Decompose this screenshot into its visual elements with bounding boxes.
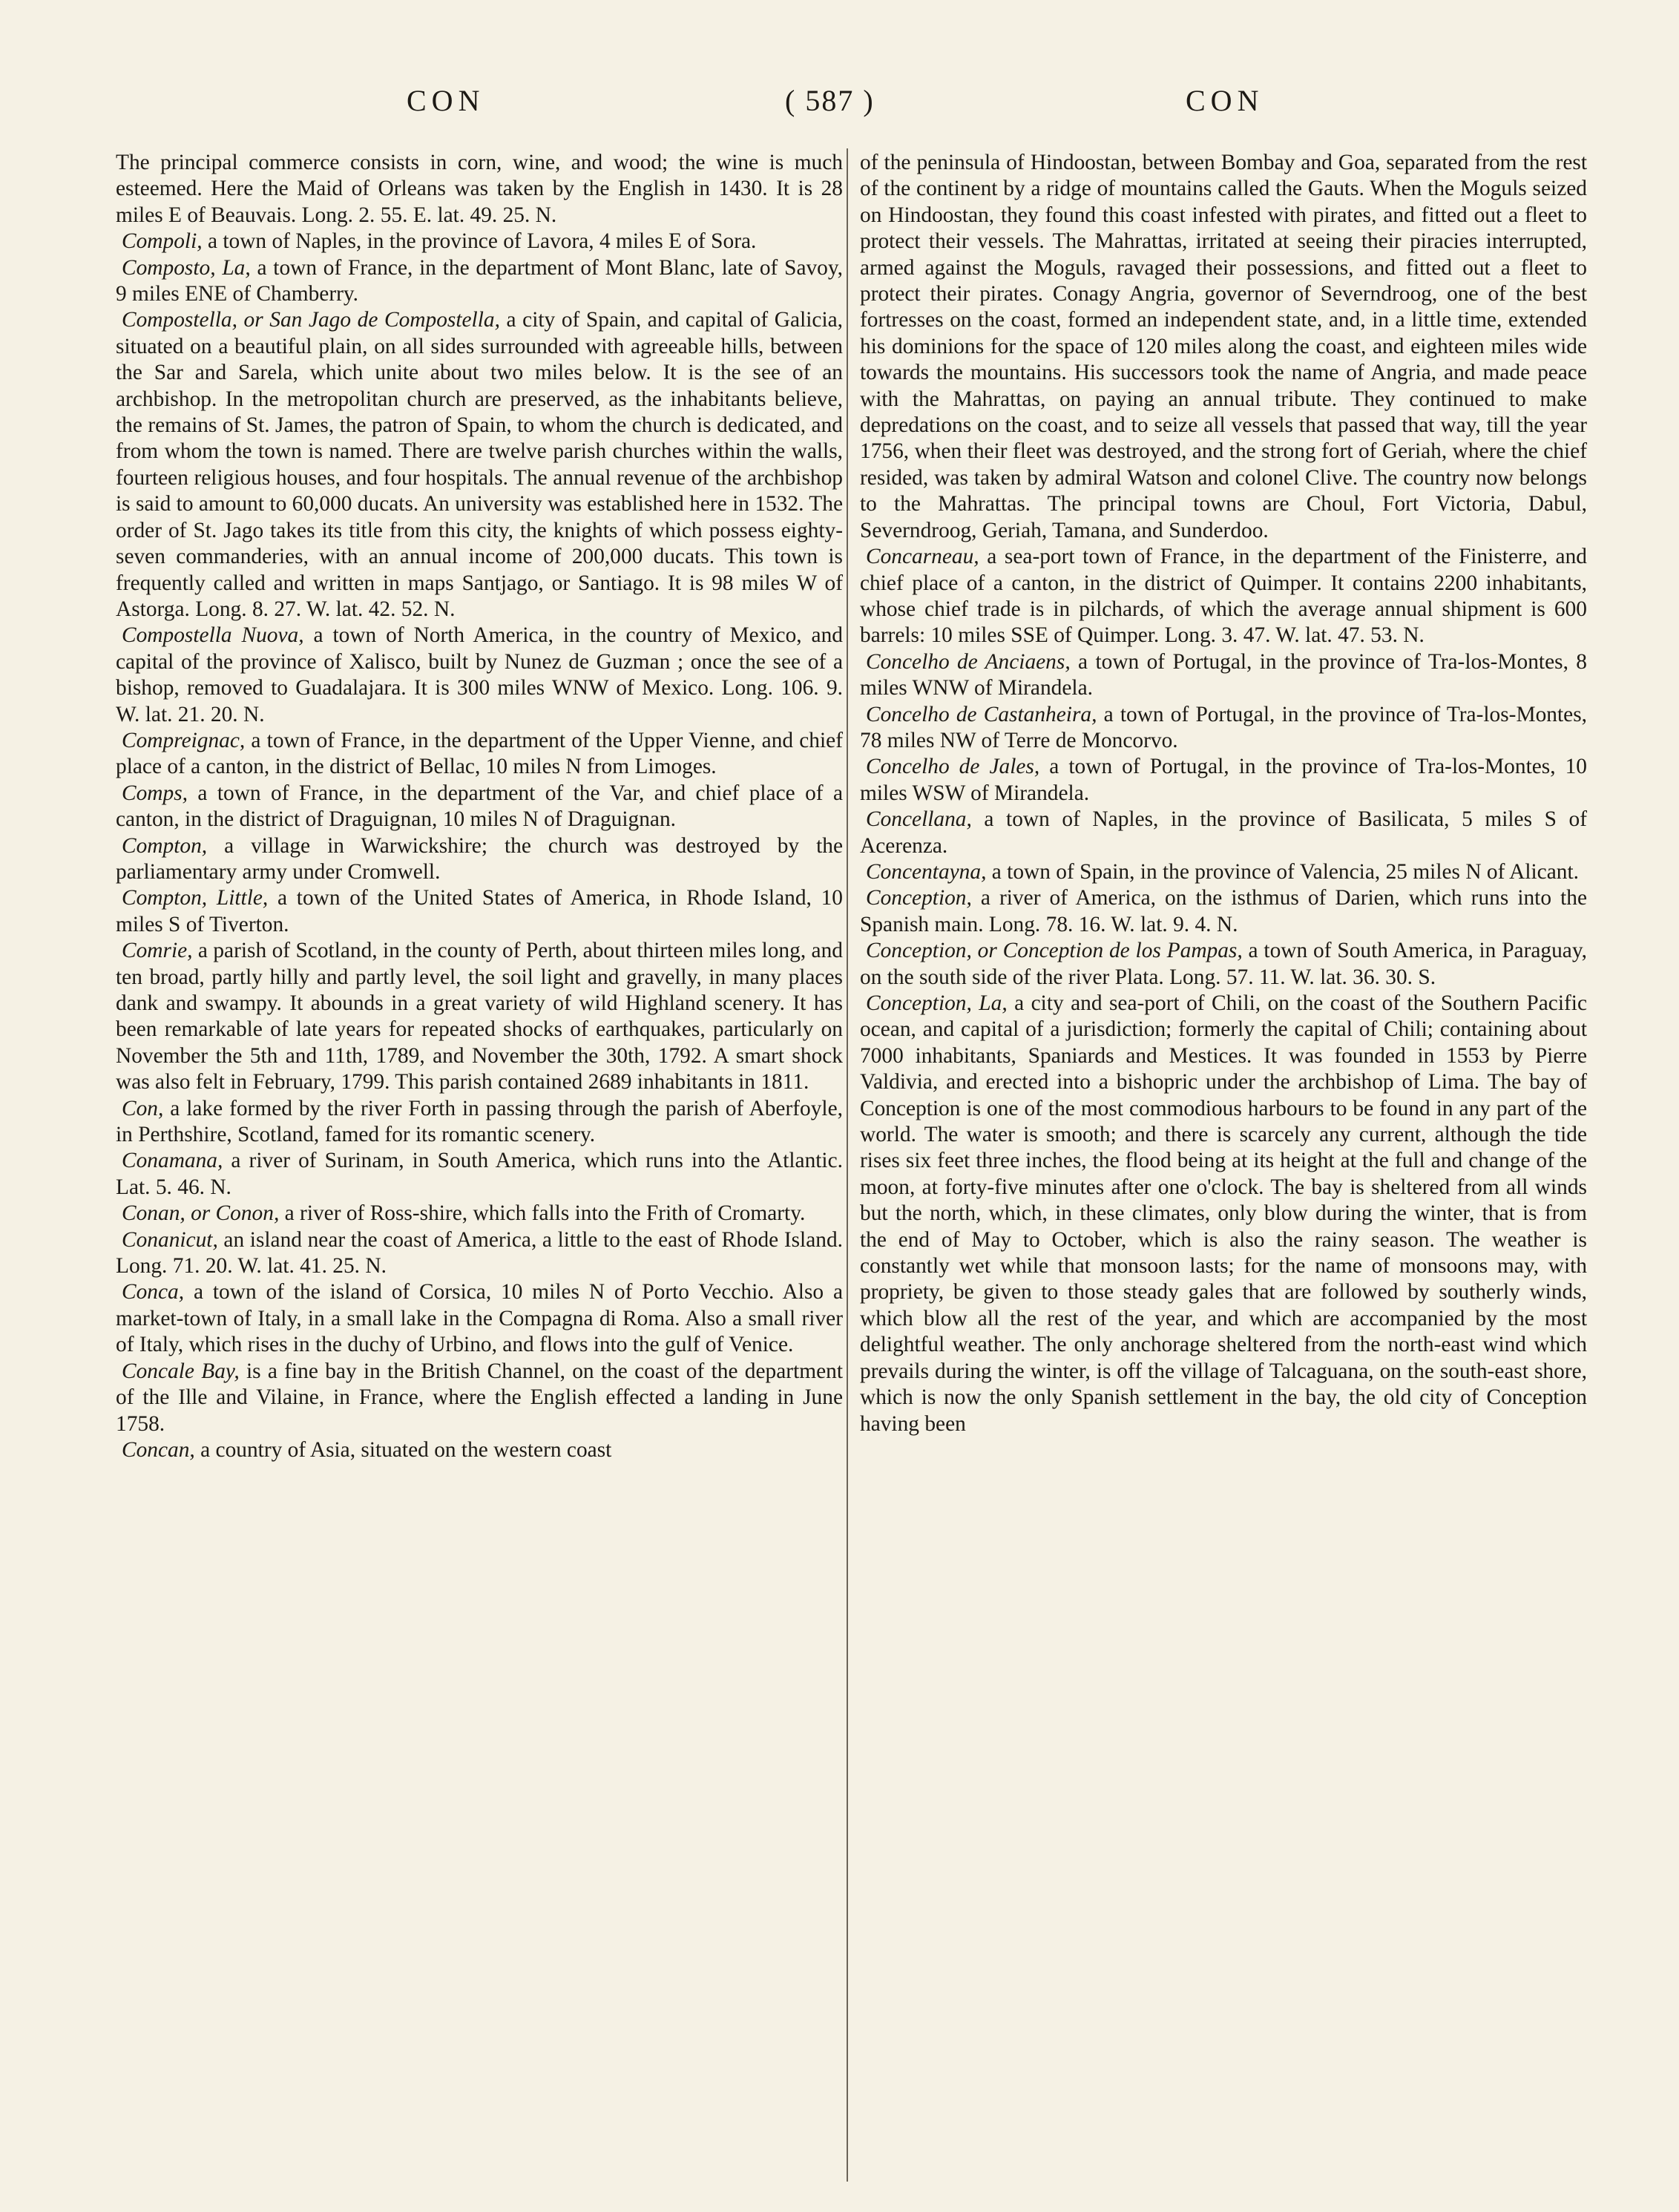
entry-text: a town of France, in the department of Mont Blanc, late of Savoy, 9 miles ENE of Chamberry. xyxy=(116,255,844,306)
entry-headword: Concellana, xyxy=(866,807,972,832)
entry-headword: Concale Bay, xyxy=(122,1359,240,1383)
gazetteer-entry xyxy=(116,623,843,728)
entry-headword: Concarneau, xyxy=(866,545,979,569)
gazetteer-entry xyxy=(116,1148,843,1201)
left-column xyxy=(116,150,843,1463)
gazetteer-entry xyxy=(116,1279,843,1358)
running-head-left: CON xyxy=(407,84,485,117)
gazetteer-entry xyxy=(860,938,1587,991)
entry-text: a town of France, in the department of the Var, and chief place of a canton, in the district of Draguignan, 10 miles N of Draguignan. xyxy=(116,781,843,832)
entry-text: a village in Warwickshire; the church was destroyed by the parliamentary army under Cromwell. xyxy=(116,833,843,884)
page-number: ( 587 ) xyxy=(785,84,875,117)
gazetteer-entry xyxy=(116,885,843,938)
entry-headword: Comrie, xyxy=(122,939,193,963)
page-header xyxy=(0,83,1679,128)
entry-headword: Concan, xyxy=(122,1437,195,1462)
entry-headword: Compreignac, xyxy=(122,728,246,752)
entry-text: a town of Spain, in the province of Valencia, 25 miles N of Alicant. xyxy=(986,859,1579,884)
gazetteer-entry xyxy=(116,255,843,308)
gazetteer-entry xyxy=(860,885,1587,938)
gazetteer-entry xyxy=(860,544,1587,649)
entry-headword: Composto, La, xyxy=(122,255,251,280)
entry-text: an island near the coast of America, a little to the east of Rhode Island. Long. 71. 20. W. lat. 41. 25. N. xyxy=(116,1227,843,1279)
entry-text: a town of Portugal, in the province of Tra-los-Montes, 78 miles NW of Terre de Moncorvo. xyxy=(860,702,1587,752)
entry-text: a town of Portugal, in the province of Tra-los-Montes, 8 miles WNW of Mirandela. xyxy=(860,649,1587,700)
entry-headword: Conamana, xyxy=(122,1149,223,1173)
entry-text: The principal commerce consists in corn, wine, and wood; the wine is much esteemed. Here the Maid of Orleans was taken by the English in 1430. It is 28 miles E of Beauvais. Long. 2. 55. E. lat. 49. 25. N. xyxy=(116,151,843,227)
entry-text: a town of Naples, in the province of Basilicata, 5 miles S of Acerenza. xyxy=(860,807,1587,858)
gazetteer-entry xyxy=(860,150,1587,544)
right-column xyxy=(860,150,1587,1437)
gazetteer-entry xyxy=(116,1437,843,1463)
entry-text: a city and sea-port of Chili, on the coast of the Southern Pacific ocean, and capital of a jurisdiction; formerly the capital of Chili; containing about 7000 inhabitants, Spaniards and Mestices. It was founded in 1553 by Pierre Valdivia, and erected into a bishopric under the archbishop of Lima. The bay of Conception is one of the most commodious harbours to be found in any part of the world. The water is smooth; and there is scarcely any current, although the tide rises six feet three inches, the flood being at its height at the full and change of the moon, at forty-five minutes after one o'clock. The bay is sheltered from all winds but the north, which, in these climates, only blow during the winter, that is from the end of May to October, which is also the rainy season. The weather is constantly wet while that monsoon lasts; for the name of monsoons may, with propriety, be given to those steady gales that are followed by southerly winds, which blow all the rest of the year, and which are accompanied by the most delightful weather. The only anchorage sheltered from the north-east wind which prevails during the winter, is off the village of Talcaguana, on the south-east shore, which is now the only Spanish settlement in the bay, the old city of Conception having been xyxy=(860,991,1588,1436)
entry-text: a town of France, in the department of the Upper Vienne, and chief place of a canton, in the district of Bellac, 10 miles N from Limoges. xyxy=(116,728,843,779)
entry-headword: Conan, or Conon, xyxy=(122,1201,280,1226)
entry-headword: Conanicut, xyxy=(122,1227,218,1252)
entry-headword: Conception, xyxy=(866,886,972,910)
entry-headword: Conca, xyxy=(122,1280,185,1304)
entry-headword: Conception, or Conception de los Pampas, xyxy=(866,939,1243,963)
entry-text: a town of the United States of America, in Rhode Island, 10 miles S of Tiverton. xyxy=(116,886,844,936)
entry-text: a river of Ross-shire, which falls into the Frith of Cromarty. xyxy=(279,1201,806,1226)
entry-text: a town of Naples, in the province of Lavora, 4 miles E of Sora. xyxy=(202,229,757,254)
entry-text: a city of Spain, and capital of Galicia, situated on a beautiful plain, on all sides surrounded with agreeable hills, between the Sar and Sarela, which unite about two miles below. It is the see of an archbishop. In the metropolitan church are preserved, as the inhabitants believe, the remains of St. James, the patron of Spain, to whom the church is dedicated, and from whom the town is named. There are twelve parish churches within the walls, fourteen religious houses, and four hospitals. The annual revenue of the archbishop is said to amount to 60,000 ducats. An university was established here in 1532. The order of St. Jago takes its title from this city, the knights of which possess eighty-seven commanderies, with an annual income of 200,000 ducats. This town is frequently called and written in maps Santjago, or Santiago. It is 98 miles W of Astorga. Long. 8. 27. W. lat. 42. 52. N. xyxy=(116,308,844,621)
entry-headword: Conception, La, xyxy=(866,991,1008,1015)
gazetteer-entry xyxy=(116,1359,843,1437)
gazetteer-entry xyxy=(116,728,843,781)
gazetteer-entry xyxy=(116,938,843,1095)
entry-text: is a fine bay in the British Channel, on the coast of the department of the Ille and Vilaine, in France, where the English effected a landing in June 1758. xyxy=(116,1359,843,1436)
column-divider xyxy=(847,148,848,2182)
entry-headword: Compton, xyxy=(122,833,208,858)
entry-text: a lake formed by the river Forth in passing through the parish of Aberfoyle, in Perthshire, Scotland, famed for its romantic scenery. xyxy=(116,1096,843,1147)
entry-headword: Compostella, or San Jago de Compostella, xyxy=(122,308,500,332)
entry-headword: Comps, xyxy=(122,781,188,805)
gazetteer-entry xyxy=(860,754,1587,807)
entry-text: a river of America, on the isthmus of Darien, which runs into the Spanish main. Long. 78. 16. W. lat. 9. 4. N. xyxy=(860,886,1587,936)
gazetteer-entry xyxy=(860,702,1587,755)
entry-text: a country of Asia, situated on the western coast xyxy=(194,1437,612,1462)
entry-text: a town of Portugal, in the province of Tra-los-Montes, 10 miles WSW of Mirandela. xyxy=(860,755,1588,805)
entry-headword: Concelho de Anciaens, xyxy=(866,649,1071,674)
gazetteer-entry xyxy=(116,1096,843,1149)
entry-headword: Compton, Little, xyxy=(122,886,269,910)
entry-text: a parish of Scotland, in the county of Perth, about thirteen miles long, and ten broad, partly hilly and partly level, the soil light and gravelly, in many places dank and swampy. It abounds in a great variety of wild Highland scenery. It has been remarkable of late years for repeated shocks of earthquakes, particularly on November the 5th and 11th, 1789, and November the 30th, 1792. A smart shock was also felt in February, 1799. This parish contained 2689 inhabitants in 1811. xyxy=(116,939,843,1094)
gazetteer-entry xyxy=(860,649,1587,702)
gazetteer-entry xyxy=(116,150,843,229)
entry-headword: Concelho de Jales, xyxy=(866,755,1040,779)
gazetteer-entry xyxy=(116,1201,843,1227)
gazetteer-entry xyxy=(116,781,843,833)
gazetteer-entry xyxy=(116,1227,843,1280)
entry-text: a sea-port town of France, in the department of the Finisterre, and chief place of a canton, in the district of Quimper. It contains 2200 inhabitants, whose chief trade is in pilchards, of which the average annual shipment is 600 barrels: 10 miles SSE of Quimper. Long. 3. 47. W. lat. 47. 53. N. xyxy=(860,545,1587,648)
running-head-right: CON xyxy=(1186,84,1264,117)
entry-text: a town of South America, in Paraguay, on the south side of the river Plata. Long. 57. 11. W. lat. 36. 30. S. xyxy=(860,939,1587,989)
entry-text: of the peninsula of Hindoostan, between Bombay and Goa, separated from the rest of the continent by a ridge of mountains called the Gauts. When the Moguls seized on Hindoostan, they found this coast infested with pirates, and fitted out a fleet to protect their vessels. The Mahrattas, irritated at seeing their piracies interrupted, armed against the Moguls, ravaged their possessions, and fitted out a fleet to protect their pirates. Conagy Angria, governor of Severndroog, one of the best fortresses on the coast, formed an independent state, and, in a little time, extended his dominions for the space of 120 miles along the coast, and eighteen miles wide towards the mountains. His successors took the name of Angria, and made peace with the Mahrattas, on paying an annual tribute. They continued to make depredations on the coast, and to seize all vessels that passed that way, till the year 1756, when their fleet was destroyed, and the strong fort of Geriah, where the chief resided, was taken by admiral Watson and colonel Clive. The country now belongs to the Mahrattas. The principal towns are Choul, Fort Victoria, Dabul, Severndroog, Geriah, Tamana, and Sunderdoo. xyxy=(860,151,1587,542)
entry-headword: Compoli, xyxy=(122,229,203,254)
gazetteer-entry xyxy=(860,859,1587,885)
entry-headword: Concentayna, xyxy=(866,859,987,884)
gazetteer-entry xyxy=(860,991,1587,1437)
gazetteer-entry xyxy=(860,807,1587,859)
entry-text: a river of Surinam, in South America, which runs into the Atlantic. Lat. 5. 46. N. xyxy=(116,1149,843,1199)
gazetteer-entry xyxy=(116,307,843,623)
gazetteer-entry xyxy=(116,229,843,255)
gazetteer-entry xyxy=(116,833,843,886)
entry-text: a town of the island of Corsica, 10 miles N of Porto Vecchio. Also a market-town of Italy, in a small lake in the Compagna di Roma. Also a small river of Italy, which rises in the duchy of Urbino, and flows into the gulf of Venice. xyxy=(116,1280,843,1357)
entry-headword: Compostella Nuova, xyxy=(122,623,304,648)
entry-text: a town of North America, in the country of Mexico, and capital of the province of Xalisco, built by Nunez de Guzman ; once the see of a bishop, removed to Guadalajara. It is 300 miles WNW of Mexico. Long. 106. 9. W. lat. 21. 20. N. xyxy=(116,623,843,726)
entry-headword: Con, xyxy=(122,1096,164,1120)
entry-headword: Concelho de Castanheira, xyxy=(866,702,1097,726)
